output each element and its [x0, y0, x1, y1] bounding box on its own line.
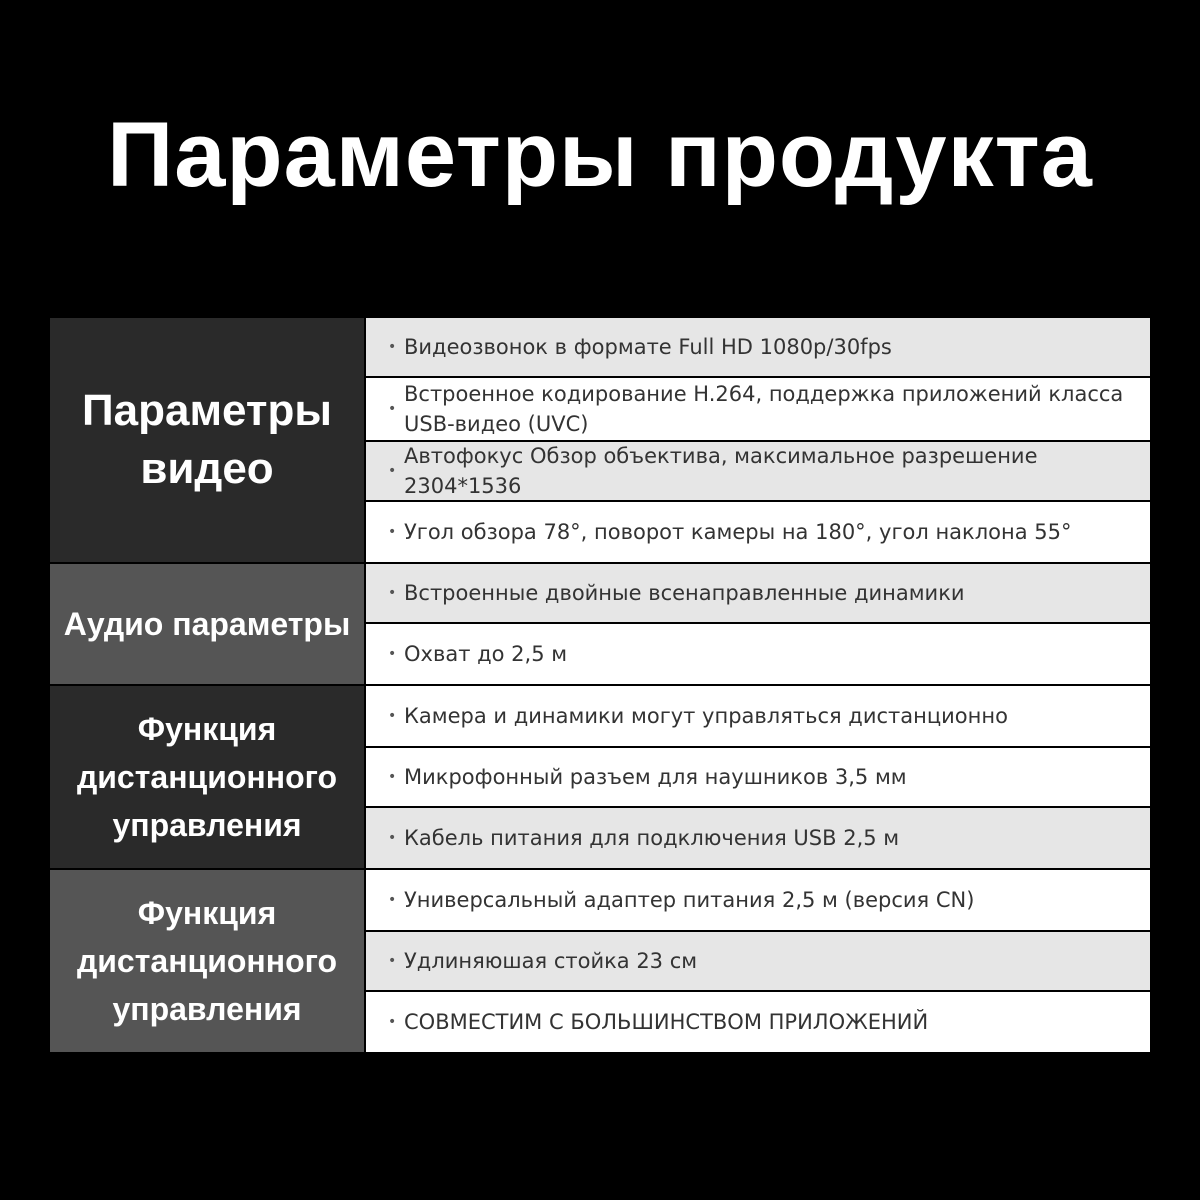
list-item — [366, 378, 1150, 440]
bullet-icon: • — [388, 769, 397, 785]
bullet-icon: • — [388, 953, 397, 969]
section-video — [50, 318, 1150, 562]
list-item — [366, 502, 1150, 562]
bullet-icon: • — [388, 524, 397, 540]
list-item-text: Автофокус Обзор объектива, максимальное разрешение 2304*1536 — [404, 444, 1038, 498]
bullet-icon: • — [388, 401, 397, 417]
list-item-text: Охват до 2,5 м — [404, 642, 568, 666]
list-item-text: Микрофонный разъем для наушников 3,5 мм — [404, 765, 907, 789]
list-item — [366, 992, 1150, 1052]
section-label-remote-control-2: Функция дистанционного управления — [50, 870, 364, 1052]
list-item — [366, 442, 1150, 500]
spec-table — [50, 318, 1150, 1052]
list-item — [366, 870, 1150, 930]
bullet-icon: • — [388, 339, 397, 355]
bullet-icon: • — [388, 585, 397, 601]
list-item — [366, 808, 1150, 868]
list-item-text: Видеозвонок в формате Full HD 1080p/30fps — [404, 335, 892, 359]
section-label-audio: Аудио параметры — [50, 564, 364, 684]
page-title: Параметры продукта — [107, 104, 1093, 206]
section-remote-control-1 — [50, 686, 1150, 868]
bullet-icon: • — [388, 463, 397, 479]
section-label-video: Параметры видео — [50, 318, 364, 562]
list-item-text: Камера и динамики могут управляться дистанционно — [404, 704, 1008, 728]
list-item — [366, 748, 1150, 806]
section-remote-control-2 — [50, 870, 1150, 1052]
bullet-icon: • — [388, 646, 397, 662]
list-item — [366, 318, 1150, 376]
bullet-icon: • — [388, 892, 397, 908]
list-item — [366, 564, 1150, 622]
list-item-text: Универсальный адаптер питания 2,5 м (версия CN) — [404, 888, 975, 912]
list-item — [366, 686, 1150, 746]
list-item — [366, 624, 1150, 684]
bullet-icon: • — [388, 1014, 397, 1030]
section-label-remote-control-1: Функция дистанционного управления — [50, 686, 364, 868]
list-item-text: Встроенные двойные всенаправленные динамики — [404, 581, 965, 605]
section-audio — [50, 564, 1150, 684]
list-item-text: Встроенное кодирование H.264, поддержка приложений класса USB-видео (UVC) — [404, 382, 1124, 436]
list-item-text: Угол обзора 78°, поворот камеры на 180°, угол наклона 55° — [404, 520, 1072, 544]
list-item-text: Кабель питания для подключения USB 2,5 м — [404, 826, 900, 850]
list-item — [366, 932, 1150, 990]
bullet-icon: • — [388, 830, 397, 846]
list-item-text: СОВМЕСТИМ С БОЛЬШИНСТВОМ ПРИЛОЖЕНИЙ — [404, 1010, 929, 1034]
bullet-icon: • — [388, 708, 397, 724]
list-item-text: Удлиняюшая стойка 23 см — [404, 949, 698, 973]
